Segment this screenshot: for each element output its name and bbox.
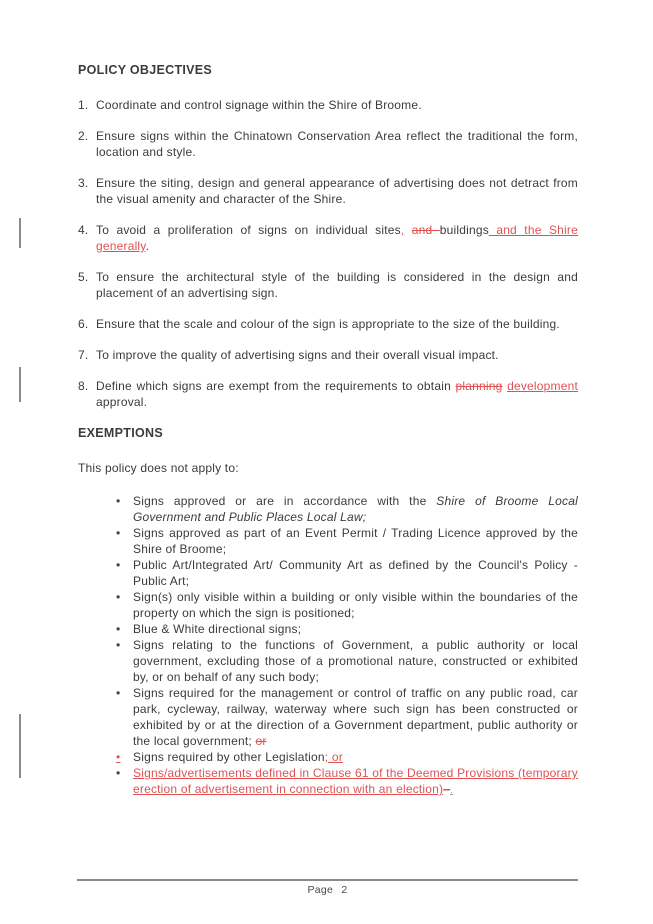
text-run: ; or: [324, 750, 343, 764]
objective-text: [96, 378, 578, 410]
footer-divider: [77, 879, 578, 881]
exemptions-heading: EXEMPTIONS: [78, 426, 163, 440]
objective-text: [96, 347, 578, 363]
objective-number: 6.: [78, 317, 89, 331]
exemption-item-5: [78, 621, 578, 637]
objective-text: [96, 97, 578, 113]
exemption-item-6: [78, 637, 578, 685]
objective-item-5: [78, 269, 578, 301]
exemption-text: [133, 637, 578, 685]
text-run: ,: [400, 223, 405, 237]
text-run: Signs approved as part of an Event Permit / Trading Licence approved by the Shire of Broome;: [133, 526, 578, 556]
change-bar: [19, 218, 21, 248]
text-run: Define which signs are exempt from the requirements to obtain: [96, 379, 456, 393]
text-run: buildings: [439, 223, 489, 237]
exemption-text: [133, 589, 578, 621]
exemption-item-2: [78, 525, 578, 557]
text-run: approval.: [96, 395, 148, 409]
text-run: [404, 223, 411, 237]
bullet-icon: •: [116, 526, 121, 540]
text-run: Signs relating to the functions of Government, a public authority or local government, excluding those of a promotional nature, constructed or exhibited by, or on behalf of any such body;: [133, 638, 578, 684]
bullet-icon: •: [116, 622, 121, 636]
bullet-icon: •: [116, 686, 121, 700]
text-run: Signs/advertisements defined in Clause 61 of the Deemed Provisions (temporary erection of advertisement in connection with an election): [133, 766, 578, 796]
text-run: .: [145, 239, 150, 253]
exemption-item-1: [78, 493, 578, 525]
objective-item-7: [78, 347, 578, 363]
bullet-icon: •: [116, 766, 121, 780]
exemption-item-8: [78, 749, 578, 765]
text-run: To avoid a proliferation of signs on individual sites: [96, 223, 401, 237]
objectives-list: [78, 97, 578, 410]
bullet-icon: •: [116, 494, 121, 508]
exemption-text: [133, 621, 578, 637]
bullet-icon: •: [116, 558, 121, 572]
objective-text: [96, 222, 578, 254]
objective-text: [96, 128, 578, 160]
objective-item-6: [78, 316, 578, 332]
text-run: and: [411, 223, 440, 237]
exemption-item-7: [78, 685, 578, 749]
bullet-icon: •: [116, 590, 121, 604]
text-run: Ensure the siting, design and general appearance of advertising does not detract from the visual amenity and character of the Shire.: [96, 176, 578, 206]
bullet-icon: •: [116, 750, 121, 764]
exemption-text: [133, 525, 578, 557]
text-run: Blue & White directional signs;: [133, 622, 302, 636]
text-run: Sign(s) only visible within a building or only visible within the boundaries of the property on which the sign is positioned;: [133, 590, 578, 620]
objective-number: 1.: [78, 98, 89, 112]
text-run: –: [443, 782, 451, 796]
objective-number: 4.: [78, 223, 89, 237]
text-run: and the Shire generally: [96, 223, 578, 253]
policy-objectives-heading: POLICY OBJECTIVES: [78, 63, 213, 77]
objective-item-4: [78, 222, 578, 254]
text-run: planning: [455, 379, 503, 393]
text-run: Shire of Broome Local Government and Public Places Local Law;: [133, 494, 578, 524]
exemption-item-3: [78, 557, 578, 589]
page-footer: [77, 879, 578, 896]
text-run: .: [450, 785, 453, 795]
document-content: [78, 62, 578, 798]
objective-number: 5.: [78, 270, 89, 284]
page-number: Page 2: [307, 884, 348, 896]
objective-item-1: [78, 97, 578, 113]
change-bar: [19, 714, 21, 778]
text-run: development: [507, 379, 579, 393]
objective-item-3: [78, 175, 578, 207]
change-bar: [19, 367, 21, 402]
text-run: Coordinate and control signage within the Shire of Broome.: [96, 98, 422, 112]
text-run: Signs required for the management or control of traffic on any public road, car park, cycleway, railway, waterway where such sign has been constructed or exhibited by or at the direction of a Government department, public authority or the local government;: [133, 686, 578, 748]
text-run: Public Art/Integrated Art/ Community Art as defined by the Council's Policy - Public Art;: [133, 558, 578, 588]
text-run: Signs approved or are in accordance with the: [133, 494, 437, 508]
text-run: To improve the quality of advertising signs and their overall visual impact.: [96, 348, 499, 362]
exemption-text: [133, 685, 578, 749]
exemption-item-9: [78, 765, 578, 798]
objective-text: [96, 175, 578, 207]
text-run: To ensure the architectural style of the building is considered in the design and placement of an advertising sign.: [96, 270, 578, 300]
exemption-text: [133, 493, 578, 525]
objective-number: 3.: [78, 176, 89, 190]
exemptions-intro: This policy does not apply to:: [78, 461, 239, 475]
exemption-text: [133, 557, 578, 589]
objective-item-8: [78, 378, 578, 410]
text-run: or: [255, 734, 267, 748]
bullet-icon: •: [116, 638, 121, 652]
exemption-text: [133, 749, 578, 765]
text-run: Ensure that the scale and colour of the sign is appropriate to the size of the building.: [96, 317, 560, 331]
objective-item-2: [78, 128, 578, 160]
text-run: Signs required by other Legislation: [133, 750, 325, 764]
objective-number: 2.: [78, 129, 89, 143]
objective-text: [96, 269, 578, 301]
objective-number: 7.: [78, 348, 89, 362]
exemption-text: [133, 765, 578, 798]
exemption-item-4: [78, 589, 578, 621]
objective-number: 8.: [78, 379, 89, 393]
exemptions-list: [78, 493, 578, 798]
objective-text: [96, 316, 578, 332]
text-run: Ensure signs within the Chinatown Conservation Area reflect the traditional the form, location and style.: [96, 129, 578, 159]
